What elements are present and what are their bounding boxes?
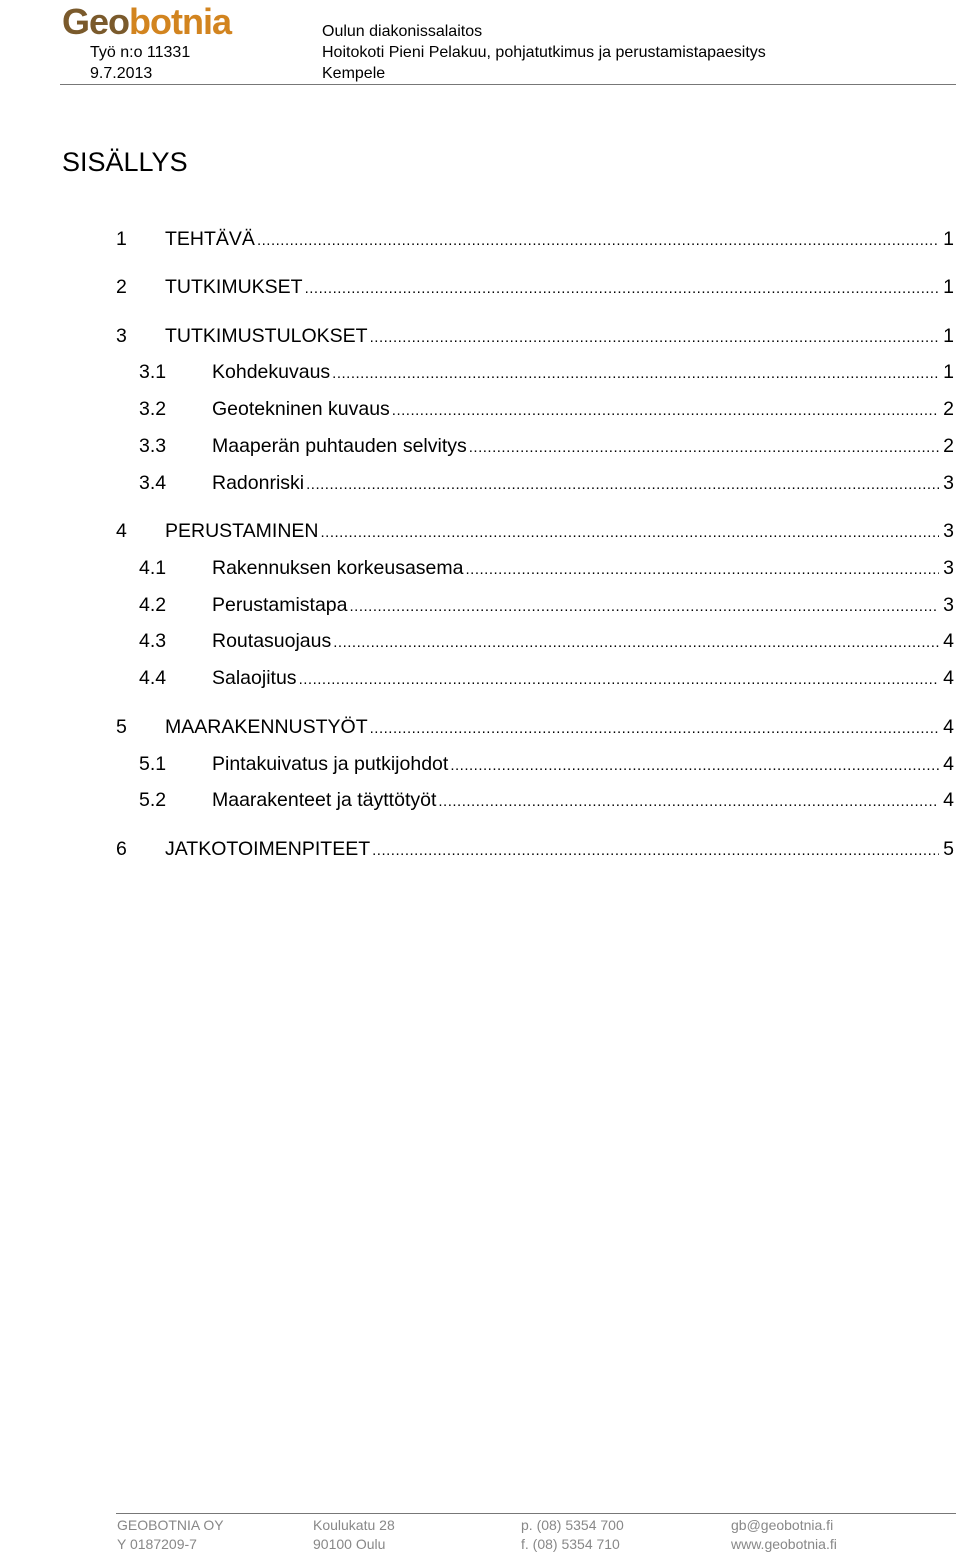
toc-entry[interactable]: 3 TUTKIMUSTULOKSET ..... 1 (116, 323, 954, 351)
project-title: Hoitokoti Pieni Pelakuu, pohjatutkimus ja perustamistapaesitys (322, 44, 766, 61)
fax-number: f. (08) 5354 710 (521, 1536, 620, 1552)
footer-phones (521, 1516, 624, 1554)
company-name: GEOBOTNIA OY (117, 1517, 224, 1533)
footer-company (117, 1516, 224, 1554)
toc-entry[interactable]: 5 MAARAKENNUSTYÖT ..... 4 (116, 714, 954, 742)
client-name: Oulun diakonissalaitos (322, 23, 483, 40)
website-link[interactable]: www.geobotnia.fi (731, 1536, 837, 1552)
toc-subentry[interactable]: 3.3 Maaperän puhtauden selvitys ..... 2 (139, 433, 954, 461)
project-location: Kempele (322, 65, 386, 82)
footer-divider (116, 1513, 956, 1514)
footer-address (313, 1516, 395, 1554)
toc-subentry[interactable]: 5.2 Maarakenteet ja täyttötyöt ..... 4 (139, 787, 954, 815)
toc-subentry[interactable]: 3.1 Kohdekuvaus ..... 1 (139, 359, 954, 387)
toc-entry[interactable]: 2 TUTKIMUKSET ..... 1 (116, 274, 954, 302)
toc-subentry[interactable]: 3.4 Radonriski ..... 3 (139, 470, 954, 498)
toc-subentry[interactable]: 4.2 Perustamistapa ..... 3 (139, 592, 954, 620)
toc-subentry[interactable]: 4.3 Routasuojaus ..... 4 (139, 628, 954, 656)
toc-subentry[interactable]: 5.1 Pintakuivatus ja putkijohdot ..... 4 (139, 751, 954, 779)
page-title: SISÄLLYS (62, 147, 188, 177)
company-logo: Geobotnia (62, 1, 231, 42)
toc-entry[interactable]: 6 JATKOTOIMENPITEET ..... 5 (116, 836, 954, 864)
street-address: Koulukatu 28 (313, 1517, 395, 1533)
toc-subentry[interactable]: 4.4 Salaojitus ..... 4 (139, 665, 954, 693)
toc-subentry[interactable]: 3.2 Geotekninen kuvaus ..... 2 (139, 396, 954, 424)
job-number: Työ n:o 11331 (90, 44, 191, 61)
phone-number: p. (08) 5354 700 (521, 1517, 624, 1533)
header-divider (60, 84, 956, 85)
email-link[interactable]: gb@geobotnia.fi (731, 1517, 834, 1533)
footer-contact (731, 1516, 837, 1554)
report-date: 9.7.2013 (90, 65, 153, 82)
toc-entry[interactable]: 4 PERUSTAMINEN ..... 3 (116, 518, 954, 546)
postal-address: 90100 Oulu (313, 1536, 386, 1552)
toc-subentry[interactable]: 4.1 Rakennuksen korkeusasema ..... 3 (139, 555, 954, 583)
toc-entry[interactable]: 1 TEHTÄVÄ ..... 1 (116, 226, 954, 254)
business-id: Y 0187209-7 (117, 1536, 197, 1552)
